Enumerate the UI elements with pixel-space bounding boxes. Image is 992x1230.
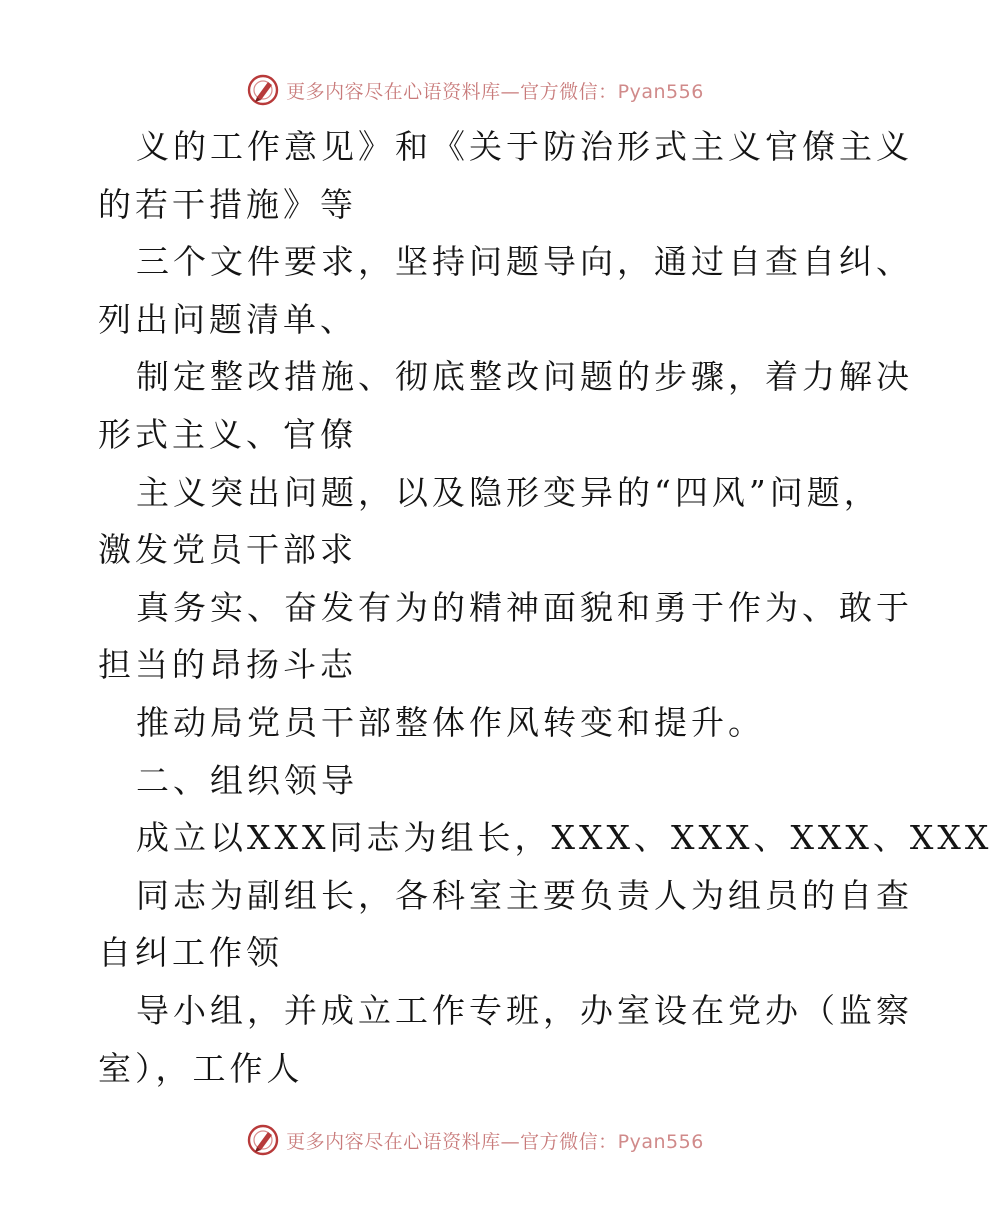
text-line: 室），工作人 (98, 1048, 304, 1088)
text-line: 真务实、奋发有为的精神面貌和勇于作为、敢于 (136, 587, 913, 627)
wechat-id: Pyan556 (617, 1130, 704, 1153)
text-line: 担当的昂扬斗志 (98, 645, 357, 685)
text-line: 同志为副组长，各科室主要负责人为组员的自查 (136, 875, 913, 915)
text-line: 义的工作意见》和《关于防治形式主义官僚主义 (136, 127, 913, 166)
brand-watermark (246, 1123, 704, 1157)
page-header (0, 70, 950, 110)
brand-watermark (246, 73, 704, 107)
brand-text: 更多内容尽在心语资料库—官方微信：Pyan556 (286, 80, 704, 103)
text-line: 主义突出问题，以及隐形变异的“四风”问题， (136, 472, 881, 512)
text-line: 成立以XXX同志为组长，XXX、XXX、XXX、XXX (136, 818, 992, 858)
text-line: 推动局党员干部整体作风转变和提升。 (136, 702, 765, 742)
wechat-id: Pyan556 (617, 80, 704, 103)
text-line: 制定整改措施、彻底整改问题的步骤，着力解决 (136, 357, 913, 397)
text-line: 二、组织领导 (136, 760, 358, 800)
document-body (98, 118, 992, 1097)
text-line: 导小组，并成立工作专班，办室设在党办（监察 (136, 990, 913, 1030)
text-line: 自纠工作领 (98, 933, 283, 973)
text-line: 形式主义、官僚 (98, 414, 357, 454)
text-line: 三个文件要求，坚持问题导向，通过自查自纠、 (136, 242, 913, 282)
text-line: 列出问题清单、 (98, 299, 357, 339)
page-footer (0, 1120, 950, 1160)
text-line: 的若干措施》等 (98, 184, 357, 224)
brand-text: 更多内容尽在心语资料库—官方微信：Pyan556 (286, 1130, 704, 1153)
pen-nib-logo-icon (246, 1123, 280, 1157)
pen-nib-logo-icon (246, 73, 280, 107)
text-line: 激发党员干部求 (98, 530, 357, 570)
